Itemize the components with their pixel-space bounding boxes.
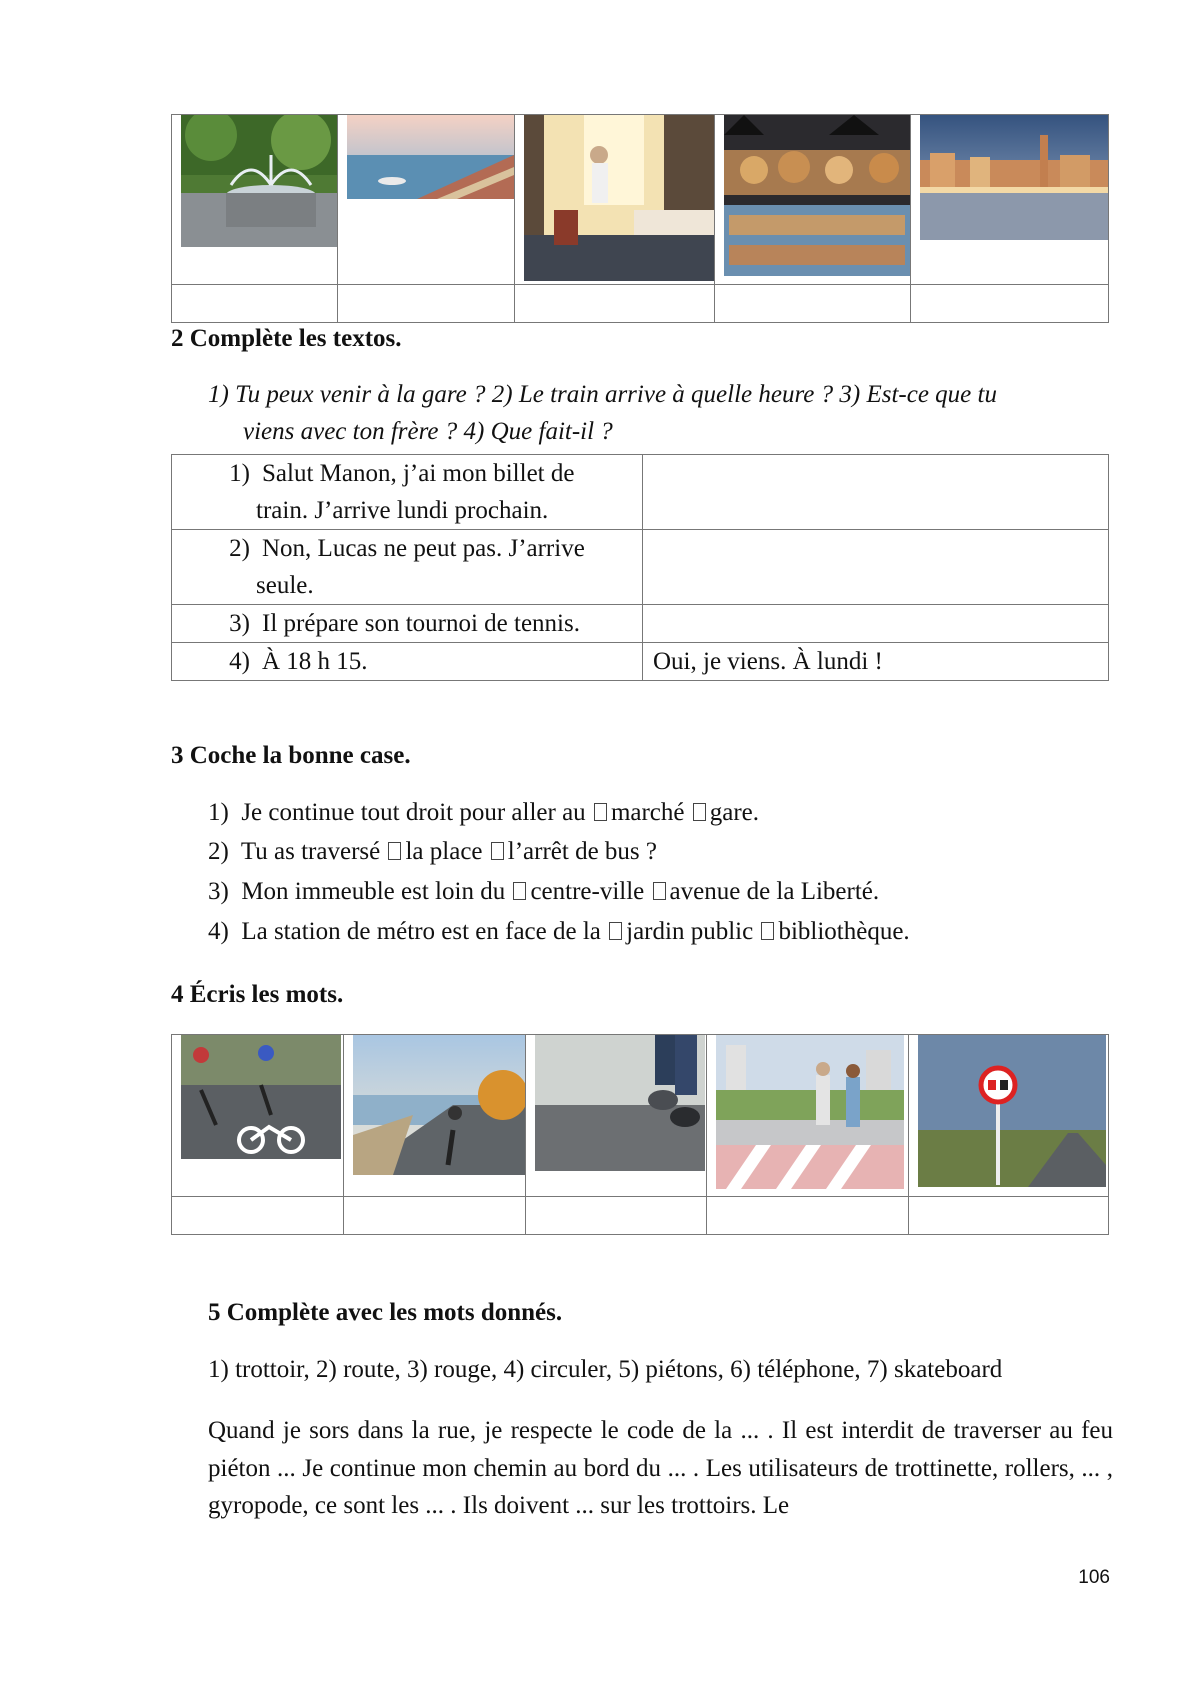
exercise-5-title: 5 Complète avec les mots donnés. xyxy=(208,1299,563,1326)
item-text: Je continue tout droit pour aller au xyxy=(241,799,586,826)
photo-cell-bike-lane xyxy=(172,1035,344,1197)
answer-cell[interactable] xyxy=(707,1197,909,1235)
checkbox[interactable] xyxy=(388,842,401,860)
reply-text xyxy=(643,460,653,487)
checkbox[interactable] xyxy=(693,803,706,821)
option-b: gare. xyxy=(709,799,760,826)
hotel-room-photo xyxy=(524,115,714,281)
photo-cell-port xyxy=(338,115,515,285)
bike-lane-photo xyxy=(181,1035,341,1159)
item-number: 2) xyxy=(208,838,229,865)
answer-cell[interactable] xyxy=(908,1197,1108,1235)
exercise-2-prompt-line-2: viens avec ton frère ? 4) Que fait-il ? xyxy=(243,418,613,445)
reply-text xyxy=(643,535,653,562)
top-photo-table xyxy=(171,114,1109,323)
answer-cell[interactable] xyxy=(715,285,911,323)
checkbox-item xyxy=(208,918,910,946)
port-photo xyxy=(347,115,514,199)
answer-cell[interactable] xyxy=(172,1197,344,1235)
page-number: 106 xyxy=(1078,1567,1110,1588)
reply-text: Oui, je viens. À lundi ! xyxy=(653,648,883,675)
checkbox[interactable] xyxy=(594,803,607,821)
answer-cell[interactable] xyxy=(515,285,715,323)
checkbox-item xyxy=(208,878,879,906)
text-line: Non, Lucas ne peut pas. J’arrive xyxy=(262,535,585,562)
exercise-4-title: 4 Écris les mots. xyxy=(171,981,344,1008)
fill-in-paragraph: Quand je sors dans la rue, je respecte le code de la ... . Il est interdit de traverser au feu piéton ... Je continue mon chemin au bord du ... . Les utilisateurs de trottinette, rollers, ... , gyropode, ce sont les ... . Ils doivent ... sur les trottoirs. Le xyxy=(208,1417,1113,1519)
photo-cell-town-square xyxy=(911,115,1109,285)
row-number: 4) xyxy=(229,648,250,675)
photo-cell-cyclist xyxy=(343,1035,526,1197)
answer-cell[interactable] xyxy=(526,1197,707,1235)
option-a: jardin public xyxy=(626,918,754,945)
item-number: 1) xyxy=(208,799,229,826)
word-bank: 1) trottoir, 2) route, 3) rouge, 4) circuler, 5) piétons, 6) téléphone, 7) skateboard xyxy=(208,1356,1003,1383)
text-line: train. J’arrive lundi prochain. xyxy=(256,497,549,524)
text-cell-right[interactable] xyxy=(643,530,1109,605)
answer-cell[interactable] xyxy=(172,285,338,323)
town-square-photo xyxy=(920,115,1108,240)
text-cell-left xyxy=(172,455,643,530)
item-number: 3) xyxy=(208,878,229,905)
photo-cell-walking-feet xyxy=(526,1035,707,1197)
text-line: Il prépare son tournoi de tennis. xyxy=(262,610,580,637)
text-cell-left xyxy=(172,643,643,681)
text-cell-left xyxy=(172,605,643,643)
row-number: 3) xyxy=(229,610,250,637)
road-photo-table xyxy=(171,1034,1109,1235)
exercise-2-prompt-line-1: 1) Tu peux venir à la gare ? 2) Le train arrive à quelle heure ? 3) Est-ce que tu xyxy=(208,381,997,408)
text-cell-right[interactable] xyxy=(643,643,1109,681)
checkbox-item xyxy=(208,838,657,866)
fountain-photo xyxy=(181,115,337,247)
checkbox[interactable] xyxy=(513,882,526,900)
row-number: 2) xyxy=(229,535,250,562)
item-text: Tu as traversé xyxy=(240,838,381,865)
reply-text xyxy=(643,610,653,637)
item-text: La station de métro est en face de la xyxy=(241,918,601,945)
text-cell-right[interactable] xyxy=(643,605,1109,643)
option-b: l’arrêt de bus ? xyxy=(507,838,657,865)
text-line: Salut Manon, j’ai mon billet de xyxy=(262,460,575,487)
checkbox[interactable] xyxy=(761,922,774,940)
walking-feet-photo xyxy=(535,1035,705,1171)
answer-cell[interactable] xyxy=(343,1197,526,1235)
text-cell-right[interactable] xyxy=(643,455,1109,530)
photo-cell-bakery xyxy=(715,115,911,285)
no-overtaking-sign-photo xyxy=(918,1035,1106,1187)
checkbox-item xyxy=(208,799,759,827)
text-cell-left xyxy=(172,530,643,605)
answer-cell[interactable] xyxy=(911,285,1109,323)
exercise-3-title: 3 Coche la bonne case. xyxy=(171,742,411,769)
text-line: seule. xyxy=(256,572,314,599)
option-b: bibliothèque. xyxy=(778,918,910,945)
photo-cell-crosswalk xyxy=(707,1035,909,1197)
checkbox[interactable] xyxy=(491,842,504,860)
photo-cell-fountain xyxy=(172,115,338,285)
item-text: Mon immeuble est loin du xyxy=(241,878,506,905)
option-a: centre-ville xyxy=(530,878,645,905)
row-number: 1) xyxy=(229,460,250,487)
answer-cell[interactable] xyxy=(338,285,515,323)
cyclist-photo xyxy=(353,1035,525,1175)
checkbox[interactable] xyxy=(653,882,666,900)
option-b: avenue de la Liberté. xyxy=(669,878,880,905)
photo-cell-hotel-room xyxy=(515,115,715,285)
checkbox[interactable] xyxy=(609,922,622,940)
crosswalk-photo xyxy=(716,1035,904,1189)
texts-table xyxy=(171,454,1109,681)
option-a: la place xyxy=(405,838,483,865)
bakery-photo xyxy=(724,115,910,276)
option-a: marché xyxy=(610,799,685,826)
text-line: À 18 h 15. xyxy=(262,648,368,675)
photo-cell-road-sign xyxy=(908,1035,1108,1197)
item-number: 4) xyxy=(208,918,229,945)
exercise-2-title: 2 Complète les textos. xyxy=(171,325,402,352)
